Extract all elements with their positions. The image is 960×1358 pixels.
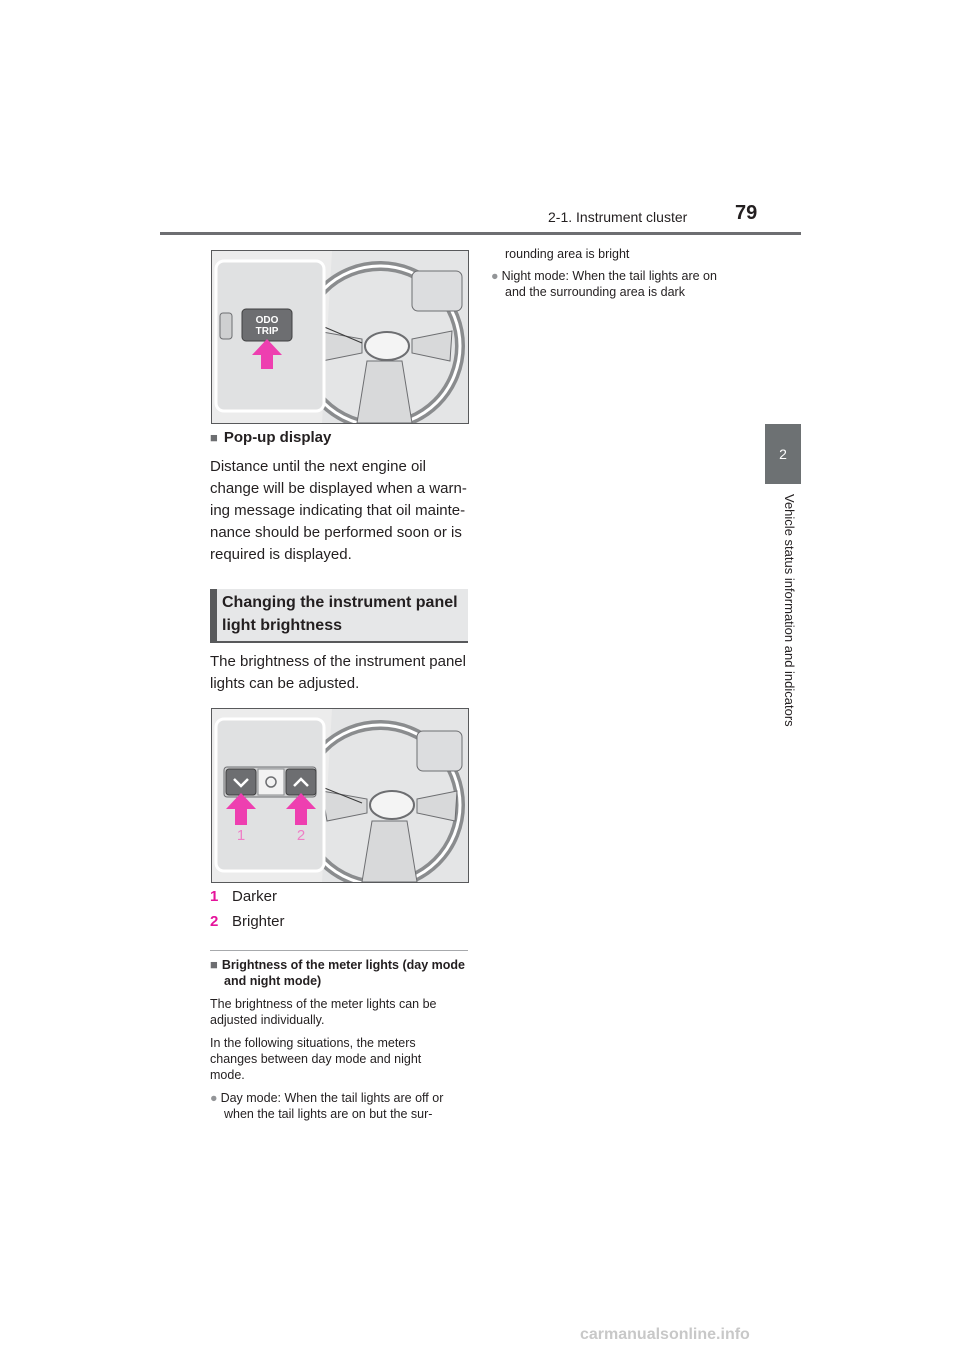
heading-underline	[210, 641, 468, 643]
callout-1: 1	[236, 827, 246, 844]
note-bullet-2-line-1: Night mode: When the tail lights are on	[501, 269, 717, 283]
intro-line-2: lights can be adjusted.	[210, 675, 360, 692]
note-para-1-line-1: The brightness of the meter lights can be	[210, 997, 437, 1011]
legend-item-1	[210, 886, 277, 908]
brightness-figure	[211, 708, 469, 883]
popup-heading-text: Pop-up display	[223, 429, 332, 446]
page-number: 79	[735, 202, 758, 224]
section-title-line-2: light brightness	[222, 617, 342, 634]
note-bullet-2-line-2: and the surrounding area is dark	[505, 285, 685, 299]
note-separator	[210, 950, 468, 951]
popup-line-5: required is displayed.	[210, 546, 352, 563]
chapter-label-text: Vehicle status information and indicators	[782, 494, 797, 727]
chapter-number: 2	[779, 446, 787, 462]
section-title-line-1: Changing the instrument panel	[222, 594, 458, 611]
bullet-dot-icon-1: ●	[210, 1091, 218, 1105]
chapter-label	[783, 494, 797, 754]
note-bullet-1-line-2: when the tail lights are on but the sur-	[224, 1107, 433, 1121]
legend-number-2: 2	[210, 913, 219, 930]
note-bullet-1-line-1: Day mode: When the tail lights are off or	[220, 1091, 444, 1105]
section-title: 2-1. Instrument cluster	[548, 209, 688, 225]
note-para-1-line-2: adjusted individually.	[210, 1013, 325, 1027]
popup-line-1: Distance until the next engine oil	[210, 458, 426, 475]
note-heading-line-2: and night mode)	[224, 974, 322, 988]
square-bullet-icon: ■	[210, 430, 218, 445]
brightness-illustration	[212, 709, 468, 882]
section-heading	[210, 589, 468, 643]
trip-label: TRIP	[255, 326, 279, 337]
note-para-1	[210, 996, 437, 1028]
odo-trip-figure	[211, 250, 469, 424]
header-rule	[160, 232, 801, 235]
odo-label: ODO	[255, 315, 279, 326]
popup-line-3: ing message indicating that oil mainte-	[210, 502, 466, 519]
note-para-2-line-2: changes between day mode and night	[210, 1052, 422, 1066]
darker-button	[226, 769, 256, 795]
intro-line-1: The brightness of the instrument panel	[210, 653, 466, 670]
legend-label-1: Darker	[232, 888, 278, 905]
legend-number-1: 1	[210, 888, 219, 905]
square-bullet-icon-2: ■	[210, 957, 218, 972]
bullet-dot-icon-2: ●	[491, 269, 499, 283]
chapter-tab	[765, 424, 801, 484]
note-para-2-line-1: In the following situations, the meters	[210, 1036, 416, 1050]
note-bullet-1-cont: rounding area is bright	[505, 247, 630, 261]
legend-label-2: Brighter	[232, 913, 285, 930]
callout-2: 2	[296, 827, 306, 844]
note-para-2	[210, 1035, 421, 1083]
note-heading-line-1: Brightness of the meter lights (day mode	[221, 958, 465, 972]
note-bullet-1	[210, 1090, 443, 1122]
popup-line-4: nance should be performed soon or is	[210, 524, 462, 541]
section-heading-text	[222, 591, 458, 637]
heading-bar	[210, 589, 217, 643]
popup-line-2: change will be displayed when a warn-	[210, 480, 467, 497]
note-para-2-line-3: mode.	[210, 1068, 245, 1082]
popup-heading	[210, 427, 331, 449]
brighter-button	[286, 769, 316, 795]
legend-item-2	[210, 911, 285, 933]
watermark: carmanualsonline.info	[580, 1326, 750, 1343]
note-bullet-2	[491, 268, 717, 300]
odo-trip-illustration	[212, 251, 468, 423]
note-heading	[210, 957, 465, 989]
brightness-symbol	[258, 769, 284, 795]
